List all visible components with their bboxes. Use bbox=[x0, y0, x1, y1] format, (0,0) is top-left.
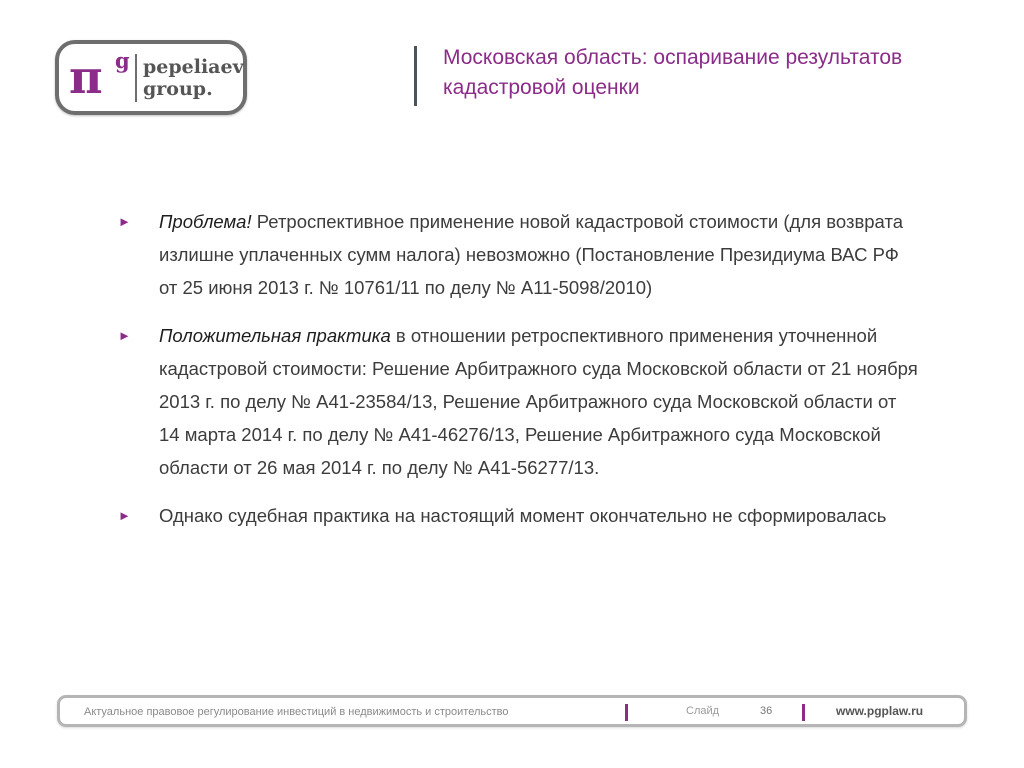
logo-g-superscript: g bbox=[115, 48, 130, 73]
bullet-item-positive-practice bbox=[118, 319, 918, 484]
bullet-text: Однако судебная практика на настоящий момент окончательно не сформировалась bbox=[159, 505, 887, 526]
slide-number: 36 bbox=[760, 705, 773, 717]
bullet-lead: Проблема! bbox=[159, 211, 252, 232]
company-logo bbox=[55, 40, 247, 115]
logo-divider bbox=[135, 54, 137, 102]
bullet-item-problem bbox=[118, 205, 918, 304]
footer-bar bbox=[57, 695, 967, 727]
logo-wordmark bbox=[143, 56, 244, 100]
bullet-list bbox=[118, 205, 918, 547]
bullet-arrow-icon: ► bbox=[118, 328, 131, 343]
logo-pi-symbol: π bbox=[69, 50, 103, 104]
slide-title: Московская область: оспаривание результатов кадастровой оценки bbox=[443, 46, 903, 99]
title-divider bbox=[414, 46, 417, 106]
bullet-text: Ретроспективное применение новой кадастровой стоимости (для возврата излишне уплаченных сумм налога) невозможно (Постановление Президиума ВАС РФ от 25 июня 2013 г. № 10761/11 по делу № А11-5098/2010) bbox=[159, 211, 903, 298]
bullet-item-conclusion bbox=[118, 499, 918, 532]
website-link[interactable]: www.pgplaw.ru bbox=[836, 704, 924, 718]
footer-caption: Актуальное правовое регулирование инвестиций в недвижимость и строительство bbox=[84, 706, 509, 718]
bullet-arrow-icon: ► bbox=[118, 214, 131, 229]
bullet-lead: Положительная практика bbox=[159, 325, 391, 346]
bullet-arrow-icon: ► bbox=[118, 508, 131, 523]
bullet-text: в отношении ретроспективного применения уточненной кадастровой стоимости: Решение Арбитражного суда Московской области от 21 ноября 2013 г. по делу № А41-23584/13, Решение Арбитражного суда Московской области от 14 марта 2014 г. по делу № А41-46276/13, Решение Арбитражного суда Московской области от 26 мая 2014 г. по делу № А41-56277/13. bbox=[159, 325, 918, 478]
logo-line-1: pepeliaev bbox=[143, 56, 244, 78]
slide-label: Слайд bbox=[686, 705, 720, 717]
logo-line-2: group. bbox=[143, 78, 213, 100]
footer-divider bbox=[625, 704, 628, 721]
footer-divider bbox=[802, 704, 805, 721]
